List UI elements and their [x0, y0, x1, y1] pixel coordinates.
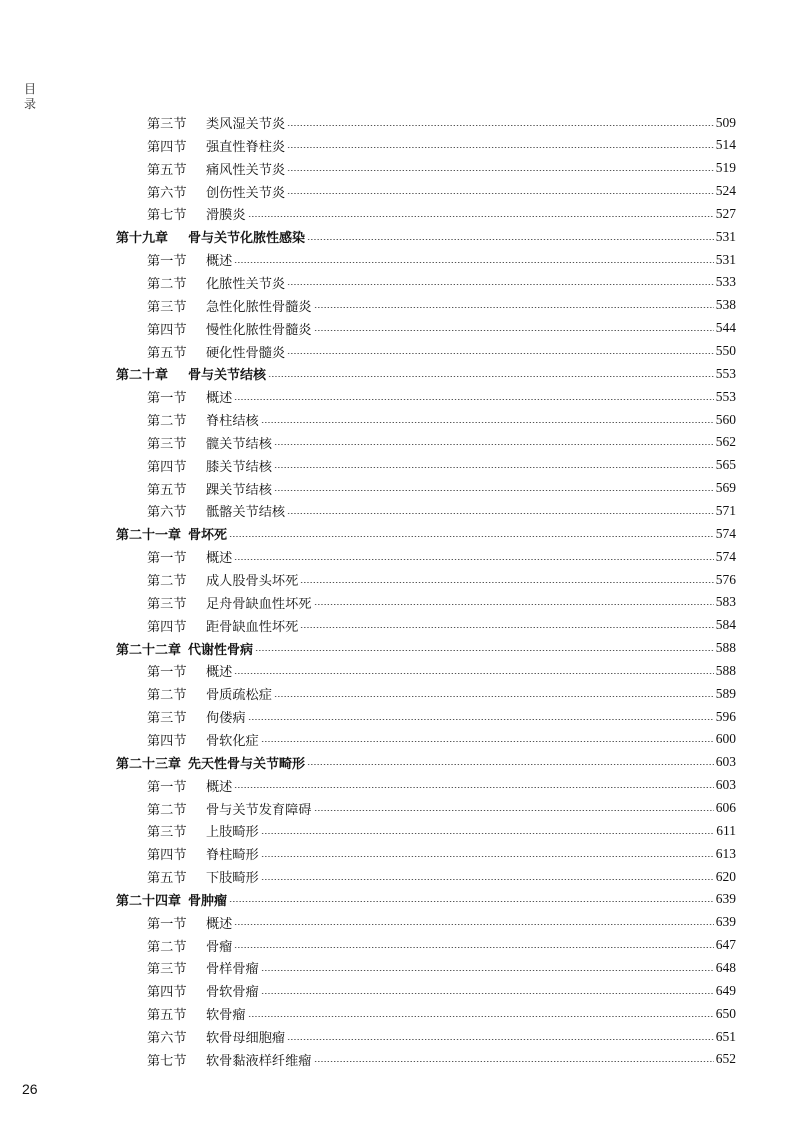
entry-title: 骨质疏松症	[206, 688, 272, 704]
entry-number: 第三节	[147, 711, 187, 727]
dot-leader	[261, 741, 714, 742]
toc-section-entry[interactable]	[147, 340, 736, 363]
dot-leader	[234, 559, 713, 560]
toc-section-entry[interactable]	[147, 591, 736, 614]
toc-section-entry[interactable]	[147, 956, 736, 979]
entry-number: 第一节	[147, 391, 187, 407]
entry-page-number: 589	[715, 685, 736, 701]
dot-leader	[287, 513, 714, 514]
toc-section-entry[interactable]	[147, 248, 736, 271]
dot-leader	[234, 262, 713, 263]
entry-title: 骶髂关节结核	[206, 505, 286, 521]
entry-title: 骨肿瘤	[188, 893, 228, 909]
running-header-char: 目	[23, 82, 36, 96]
entry-title: 类风湿关节炎	[206, 117, 286, 132]
entry-number: 第一节	[147, 665, 187, 681]
toc-section-entry[interactable]	[147, 157, 736, 180]
entry-number: 第三节	[147, 299, 187, 315]
entry-page-number: 651	[715, 1028, 736, 1044]
dot-leader	[248, 719, 714, 720]
toc-section-entry[interactable]	[147, 134, 736, 157]
toc-section-entry[interactable]	[147, 111, 736, 134]
entry-page-number: 531	[715, 228, 736, 244]
entry-number: 第五节	[147, 162, 187, 178]
entry-title: 概述	[206, 665, 233, 681]
entry-number: 第四节	[147, 322, 187, 338]
entry-page-number: 652	[715, 1051, 736, 1067]
entry-title: 踝关节结核	[206, 482, 272, 498]
entry-title: 骨与关节化脓性感染	[188, 231, 306, 247]
entry-title: 骨瘤	[206, 939, 233, 955]
entry-number: 第四节	[147, 848, 187, 864]
entry-number: 第五节	[147, 482, 187, 498]
toc-section-entry[interactable]	[147, 477, 736, 500]
toc-section-entry[interactable]	[147, 1025, 736, 1048]
entry-title: 代谢性骨病	[188, 642, 254, 658]
entry-page-number: 538	[715, 297, 736, 313]
dot-leader	[234, 924, 713, 925]
toc-section-entry[interactable]	[147, 1002, 736, 1025]
entry-number: 第二十四章	[116, 893, 182, 909]
entry-number: 第二十三章	[116, 756, 182, 772]
entry-page-number: 583	[715, 594, 736, 610]
entry-title: 强直性脊柱炎	[206, 139, 286, 155]
entry-title: 硬化性骨髓炎	[206, 345, 286, 361]
entry-page-number: 648	[715, 959, 736, 975]
entry-title: 先天性骨与关节畸形	[188, 756, 306, 772]
entry-number: 第二十章	[116, 368, 169, 384]
entry-title: 距骨缺血性坏死	[206, 619, 299, 635]
entry-number: 第三节	[147, 962, 187, 978]
entry-page-number: 647	[715, 937, 736, 953]
entry-page-number: 553	[715, 365, 736, 381]
entry-page-number: 600	[715, 731, 736, 747]
entry-number: 第四节	[147, 139, 187, 155]
toc-chapter-entry[interactable]	[116, 225, 736, 248]
entry-page-number: 650	[715, 1005, 736, 1021]
entry-number: 第七节	[147, 1053, 187, 1069]
toc-chapter-entry[interactable]	[116, 637, 736, 660]
dot-leader	[287, 170, 714, 171]
entry-page-number: 519	[715, 160, 736, 176]
toc-chapter-entry[interactable]	[116, 751, 736, 774]
toc-section-entry[interactable]	[147, 385, 736, 408]
entry-page-number: 639	[715, 914, 736, 930]
toc-section-entry[interactable]	[147, 774, 736, 797]
entry-number: 第十九章	[116, 231, 169, 247]
entry-title: 骨样骨瘤	[206, 962, 259, 978]
dot-leader	[287, 125, 714, 126]
entry-page-number: 649	[715, 982, 736, 998]
entry-page-number: 588	[715, 662, 736, 678]
entry-title: 佝偻病	[206, 711, 246, 727]
entry-title: 脊柱畸形	[206, 848, 259, 864]
toc-section-entry[interactable]	[147, 431, 736, 454]
entry-page-number: 574	[715, 525, 736, 541]
entry-number: 第二节	[147, 688, 187, 704]
entry-title: 概述	[206, 254, 233, 270]
dot-leader	[268, 376, 714, 377]
dot-leader	[314, 1061, 714, 1062]
entry-title: 软骨黏液样纤维瘤	[206, 1053, 312, 1069]
dot-leader	[274, 467, 714, 468]
entry-title: 概述	[206, 391, 233, 407]
entry-number: 第四节	[147, 985, 187, 1001]
toc-section-entry[interactable]	[147, 865, 736, 888]
entry-title: 痛风性关节炎	[206, 162, 286, 178]
dot-leader	[234, 399, 713, 400]
entry-title: 骨软骨瘤	[206, 985, 259, 1001]
toc-section-entry[interactable]	[147, 819, 736, 842]
entry-number: 第二节	[147, 574, 187, 589]
entry-page-number: 639	[715, 891, 736, 907]
entry-title: 骨坏死	[188, 528, 228, 544]
dot-leader	[314, 307, 714, 308]
dot-leader	[287, 284, 714, 285]
entry-title: 骨软化症	[206, 733, 259, 749]
entry-number: 第一节	[147, 779, 187, 795]
entry-title: 软骨母细胞瘤	[206, 1031, 286, 1046]
entry-page-number: 562	[715, 434, 736, 450]
dot-leader	[274, 490, 714, 491]
toc-section-entry[interactable]	[147, 180, 736, 203]
dot-leader	[234, 673, 713, 674]
entry-title: 急性化脓性骨髓炎	[206, 299, 312, 315]
entry-title: 骨与关节结核	[188, 368, 267, 384]
entry-number: 第五节	[147, 345, 187, 361]
entry-page-number: 588	[715, 640, 736, 656]
entry-number: 第三节	[147, 117, 187, 132]
entry-title: 慢性化脓性骨髓炎	[206, 322, 312, 338]
entry-title: 足舟骨缺血性坏死	[206, 596, 312, 612]
entry-page-number: 531	[715, 251, 736, 267]
entry-page-number: 509	[715, 114, 736, 130]
entry-title: 髋关节结核	[206, 436, 272, 452]
toc-section-entry[interactable]	[147, 1048, 736, 1071]
entry-title: 软骨瘤	[206, 1008, 246, 1024]
dot-leader	[261, 879, 714, 880]
toc-section-entry[interactable]	[147, 454, 736, 477]
toc-section-entry[interactable]	[147, 408, 736, 431]
entry-page-number: 553	[715, 388, 736, 404]
dot-leader	[261, 422, 714, 423]
entry-number: 第三节	[147, 825, 187, 841]
entry-page-number: 514	[715, 137, 736, 153]
entry-number: 第二十一章	[116, 528, 182, 544]
entry-number: 第一节	[147, 254, 187, 270]
entry-page-number: 524	[715, 183, 736, 199]
entry-number: 第四节	[147, 619, 187, 635]
toc-section-entry[interactable]	[147, 728, 736, 751]
entry-title: 化脓性关节炎	[206, 276, 286, 292]
entry-number: 第一节	[147, 551, 187, 567]
dot-leader	[248, 216, 714, 217]
toc-chapter-entry[interactable]	[116, 888, 736, 911]
entry-title: 概述	[206, 551, 233, 567]
toc-section-entry[interactable]	[147, 294, 736, 317]
toc-section-entry[interactable]	[147, 705, 736, 728]
dot-leader	[287, 193, 714, 194]
entry-number: 第五节	[147, 871, 187, 887]
entry-page-number: 576	[715, 571, 736, 587]
running-header-char: 录	[23, 97, 36, 111]
entry-title: 概述	[206, 779, 233, 795]
toc-section-entry[interactable]	[147, 934, 736, 957]
entry-title: 概述	[206, 916, 233, 932]
entry-title: 创伤性关节炎	[206, 185, 286, 201]
entry-page-number: 603	[715, 777, 736, 793]
entry-page-number: 574	[715, 548, 736, 564]
entry-number: 第六节	[147, 505, 187, 521]
toc-section-entry[interactable]	[147, 682, 736, 705]
entry-number: 第六节	[147, 185, 187, 201]
entry-number: 第二十二章	[116, 642, 182, 658]
entry-page-number: 565	[715, 457, 736, 473]
dot-leader	[300, 627, 713, 628]
toc-section-entry[interactable]	[147, 797, 736, 820]
entry-number: 第二节	[147, 276, 187, 292]
dot-leader	[234, 787, 713, 788]
dot-leader	[261, 993, 714, 994]
entry-page-number: 571	[715, 502, 736, 518]
toc-section-entry[interactable]	[147, 545, 736, 568]
entry-page-number: 596	[715, 708, 736, 724]
entry-page-number: 527	[715, 205, 736, 221]
entry-page-number: 613	[715, 845, 736, 861]
entry-page-number: 584	[715, 617, 736, 633]
dot-leader	[261, 856, 714, 857]
entry-page-number: 611	[716, 822, 736, 838]
dot-leader	[287, 147, 714, 148]
dot-leader	[274, 696, 714, 697]
toc-section-entry[interactable]	[147, 842, 736, 865]
entry-number: 第五节	[147, 1008, 187, 1024]
entry-number: 第三节	[147, 436, 187, 452]
dot-leader	[314, 810, 714, 811]
dot-leader	[255, 650, 714, 651]
entry-number: 第二节	[147, 939, 187, 955]
entry-page-number: 533	[715, 274, 736, 290]
dot-leader	[261, 970, 714, 971]
entry-title: 成人股骨头坏死	[206, 574, 299, 589]
entry-page-number: 620	[715, 868, 736, 884]
toc-section-entry[interactable]	[147, 911, 736, 934]
dot-leader	[287, 353, 714, 354]
dot-leader	[287, 1039, 714, 1040]
dot-leader	[229, 901, 714, 902]
entry-page-number: 560	[715, 411, 736, 427]
toc-section-entry[interactable]	[147, 202, 736, 225]
entry-page-number: 569	[715, 480, 736, 496]
entry-page-number: 544	[715, 320, 736, 336]
dot-leader	[307, 764, 714, 765]
entry-page-number: 606	[715, 800, 736, 815]
page-number: 26	[22, 1081, 38, 1097]
entry-title: 下肢畸形	[206, 871, 259, 887]
entry-title: 膝关节结核	[206, 459, 272, 475]
dot-leader	[314, 330, 714, 331]
entry-page-number: 603	[715, 754, 736, 770]
entry-number: 第一节	[147, 916, 187, 932]
entry-number: 第六节	[147, 1031, 187, 1046]
toc-section-entry[interactable]	[147, 499, 736, 522]
toc-section-entry[interactable]	[147, 271, 736, 294]
entry-number: 第四节	[147, 459, 187, 475]
dot-leader	[261, 833, 715, 834]
dot-leader	[314, 604, 714, 605]
toc-section-entry[interactable]	[147, 979, 736, 1002]
entry-title: 上肢畸形	[206, 825, 259, 841]
entry-number: 第七节	[147, 208, 187, 224]
dot-leader	[274, 444, 714, 445]
dot-leader	[234, 947, 713, 948]
entry-number: 第三节	[147, 596, 187, 612]
entry-page-number: 550	[715, 343, 736, 358]
dot-leader	[300, 582, 713, 583]
toc-section-entry[interactable]	[147, 659, 736, 682]
toc-section-entry[interactable]	[147, 568, 736, 591]
dot-leader	[229, 536, 714, 537]
toc-section-entry[interactable]	[147, 614, 736, 637]
running-header-label	[22, 82, 38, 112]
entry-number: 第二节	[147, 414, 187, 430]
entry-title: 滑膜炎	[206, 208, 246, 224]
toc-chapter-entry[interactable]	[116, 362, 736, 385]
dot-leader	[248, 1016, 714, 1017]
dot-leader	[307, 239, 714, 240]
entry-title: 骨与关节发育障碍	[206, 802, 312, 818]
entry-number: 第四节	[147, 733, 187, 749]
entry-title: 脊柱结核	[206, 414, 259, 430]
entry-number: 第二节	[147, 802, 187, 818]
toc-chapter-entry[interactable]	[116, 522, 736, 545]
toc-section-entry[interactable]	[147, 317, 736, 340]
